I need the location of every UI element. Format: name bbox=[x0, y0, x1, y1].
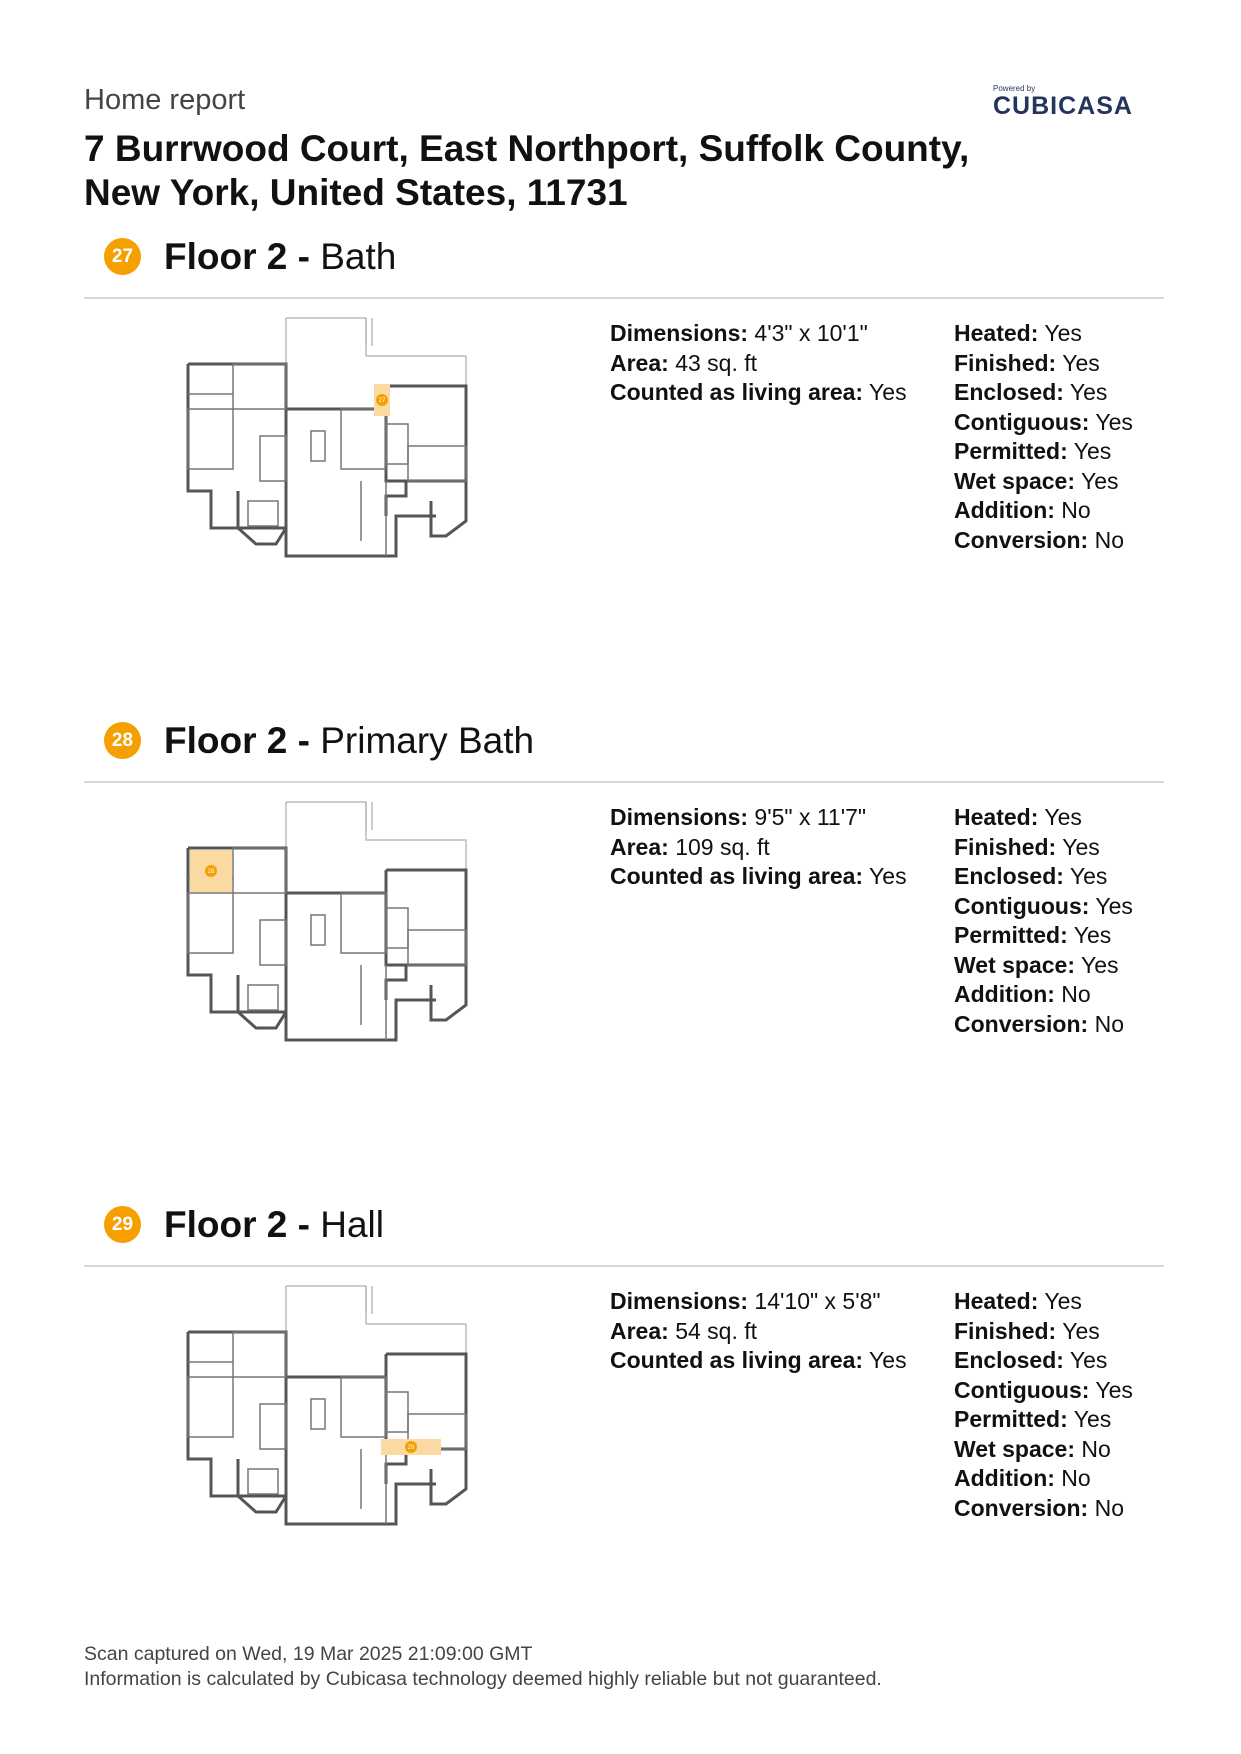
attribute-value: Yes bbox=[1062, 833, 1100, 860]
cubicasa-logo bbox=[993, 84, 1138, 118]
attribute-row bbox=[954, 1010, 1133, 1040]
detail-value: Yes bbox=[869, 863, 907, 889]
room-title bbox=[164, 720, 534, 762]
attribute-row bbox=[954, 921, 1133, 951]
room-title-separator: - bbox=[297, 1204, 310, 1245]
attribute-row bbox=[954, 408, 1133, 438]
room-details bbox=[610, 1287, 907, 1376]
attribute-label: Finished: bbox=[954, 1317, 1057, 1344]
attribute-value: No bbox=[1061, 1465, 1091, 1491]
attribute-value: Yes bbox=[1095, 892, 1133, 919]
attribute-value: No bbox=[1094, 1010, 1124, 1037]
room-details bbox=[610, 319, 907, 408]
floor-plan-thumbnail bbox=[176, 1284, 506, 1574]
room-name: Bath bbox=[320, 236, 397, 277]
floor-plan-thumbnail bbox=[176, 800, 506, 1090]
attribute-value: Yes bbox=[1062, 349, 1100, 376]
attribute-value: Yes bbox=[1081, 951, 1119, 978]
report-footer bbox=[84, 1642, 882, 1692]
detail-label: Counted as living area: bbox=[610, 863, 864, 889]
room-number-badge: 27 bbox=[104, 238, 141, 275]
detail-label: Counted as living area: bbox=[610, 379, 864, 405]
attribute-label: Enclosed: bbox=[954, 1347, 1064, 1373]
attribute-value: Yes bbox=[1069, 1347, 1108, 1373]
attribute-label: Addition: bbox=[954, 981, 1055, 1007]
room-section bbox=[84, 216, 1164, 686]
attribute-value: Yes bbox=[1044, 320, 1082, 346]
attribute-value: No bbox=[1061, 981, 1091, 1007]
attribute-label: Finished: bbox=[954, 833, 1057, 860]
detail-row bbox=[610, 378, 907, 408]
attribute-label: Heated: bbox=[954, 320, 1039, 346]
attribute-label: Heated: bbox=[954, 1288, 1039, 1314]
room-section bbox=[84, 1184, 1164, 1654]
attribute-value: Yes bbox=[1073, 922, 1112, 948]
scan-timestamp: Scan captured on Wed, 19 Mar 2025 21:09:00 GMT bbox=[84, 1643, 533, 1665]
room-section bbox=[84, 700, 1164, 1170]
attribute-row bbox=[954, 526, 1133, 556]
attribute-value: No bbox=[1081, 1435, 1111, 1462]
attribute-row bbox=[954, 1464, 1133, 1494]
floor-plan-drawing bbox=[176, 1284, 506, 1574]
attribute-row bbox=[954, 833, 1133, 863]
detail-row bbox=[610, 1346, 907, 1376]
attribute-row bbox=[954, 1287, 1133, 1317]
attribute-row bbox=[954, 1317, 1133, 1347]
detail-row bbox=[610, 803, 907, 833]
attribute-row bbox=[954, 496, 1133, 526]
attribute-value: Yes bbox=[1069, 379, 1108, 405]
attribute-row bbox=[954, 951, 1133, 981]
attribute-value: No bbox=[1094, 526, 1124, 553]
room-title bbox=[164, 1204, 384, 1246]
report-label: Home report bbox=[84, 84, 246, 116]
attribute-value: Yes bbox=[1081, 467, 1119, 494]
room-details bbox=[610, 803, 907, 892]
room-title bbox=[164, 236, 396, 278]
plan-room-number: 29 bbox=[407, 1445, 415, 1451]
room-attributes bbox=[954, 1287, 1133, 1523]
attribute-value: Yes bbox=[1073, 438, 1112, 464]
detail-row bbox=[610, 862, 907, 892]
attribute-value: No bbox=[1094, 1494, 1124, 1521]
attribute-label: Contiguous: bbox=[954, 1376, 1090, 1403]
plan-room-number: 27 bbox=[378, 398, 386, 404]
attribute-row bbox=[954, 803, 1133, 833]
detail-label: Counted as living area: bbox=[610, 1347, 864, 1373]
attribute-label: Addition: bbox=[954, 1465, 1055, 1491]
plan-room-number: 28 bbox=[207, 869, 215, 875]
logo-brand-text: CUBICASA bbox=[993, 92, 1133, 120]
disclaimer: Information is calculated by Cubicasa technology deemed highly reliable but not guaranteed. bbox=[84, 1668, 882, 1690]
attribute-row bbox=[954, 1494, 1133, 1524]
room-number-badge: 28 bbox=[104, 722, 141, 759]
attribute-value: Yes bbox=[1044, 804, 1082, 830]
attribute-value: Yes bbox=[1073, 1406, 1112, 1432]
attribute-row bbox=[954, 437, 1133, 467]
attribute-label: Conversion: bbox=[954, 526, 1089, 553]
attribute-label: Finished: bbox=[954, 349, 1057, 376]
room-attributes bbox=[954, 803, 1133, 1039]
room-number-badge: 29 bbox=[104, 1206, 141, 1243]
section-divider bbox=[84, 1265, 1164, 1267]
attribute-value: Yes bbox=[1062, 1317, 1100, 1344]
attribute-label: Contiguous: bbox=[954, 892, 1090, 919]
detail-value: Yes bbox=[869, 1347, 907, 1373]
detail-value: 9'5" x 11'7" bbox=[754, 804, 867, 830]
detail-row bbox=[610, 349, 907, 379]
attribute-value: Yes bbox=[1095, 408, 1133, 435]
attribute-label: Wet space: bbox=[954, 951, 1076, 978]
attribute-value: Yes bbox=[1069, 863, 1108, 889]
attribute-label: Addition: bbox=[954, 497, 1055, 523]
property-address: 7 Burrwood Court, East Northport, Suffolk County, New York, United States, 11731 bbox=[84, 128, 970, 213]
attribute-label: Permitted: bbox=[954, 922, 1068, 948]
attribute-row bbox=[954, 892, 1133, 922]
attribute-row bbox=[954, 1376, 1133, 1406]
detail-value: Yes bbox=[869, 379, 907, 405]
room-floor: Floor 2 bbox=[164, 1204, 288, 1245]
detail-value: 43 sq. ft bbox=[675, 349, 758, 376]
section-divider bbox=[84, 781, 1164, 783]
attribute-value: Yes bbox=[1095, 1376, 1133, 1403]
detail-row bbox=[610, 1287, 907, 1317]
detail-row bbox=[610, 833, 907, 863]
room-floor: Floor 2 bbox=[164, 236, 288, 277]
attribute-row bbox=[954, 349, 1133, 379]
detail-row bbox=[610, 319, 907, 349]
room-name: Hall bbox=[320, 1204, 384, 1245]
attribute-label: Contiguous: bbox=[954, 408, 1090, 435]
attribute-label: Enclosed: bbox=[954, 863, 1064, 889]
detail-label: Area: bbox=[610, 349, 669, 376]
attribute-row bbox=[954, 980, 1133, 1010]
attribute-row bbox=[954, 467, 1133, 497]
floor-plan-thumbnail bbox=[176, 316, 506, 606]
attribute-row bbox=[954, 319, 1133, 349]
attribute-value: No bbox=[1061, 497, 1091, 523]
attribute-row bbox=[954, 862, 1133, 892]
attribute-label: Wet space: bbox=[954, 467, 1076, 494]
detail-label: Area: bbox=[610, 833, 669, 860]
room-floor: Floor 2 bbox=[164, 720, 288, 761]
attribute-row bbox=[954, 378, 1133, 408]
attribute-label: Permitted: bbox=[954, 1406, 1068, 1432]
attribute-label: Permitted: bbox=[954, 438, 1068, 464]
detail-value: 109 sq. ft bbox=[675, 833, 770, 860]
attribute-label: Wet space: bbox=[954, 1435, 1076, 1462]
room-name: Primary Bath bbox=[320, 720, 535, 761]
attribute-label: Heated: bbox=[954, 804, 1039, 830]
attribute-label: Conversion: bbox=[954, 1494, 1089, 1521]
attribute-row bbox=[954, 1435, 1133, 1465]
room-title-separator: - bbox=[297, 720, 310, 761]
detail-label: Dimensions: bbox=[610, 804, 749, 830]
attribute-value: Yes bbox=[1044, 1288, 1082, 1314]
attribute-row bbox=[954, 1346, 1133, 1376]
detail-row bbox=[610, 1317, 907, 1347]
attribute-row bbox=[954, 1405, 1133, 1435]
attribute-label: Enclosed: bbox=[954, 379, 1064, 405]
floor-plan-drawing bbox=[176, 316, 506, 606]
section-divider bbox=[84, 297, 1164, 299]
attribute-label: Conversion: bbox=[954, 1010, 1089, 1037]
detail-label: Dimensions: bbox=[610, 320, 749, 346]
detail-label: Dimensions: bbox=[610, 1288, 749, 1314]
room-title-separator: - bbox=[297, 236, 310, 277]
floor-plan-drawing bbox=[176, 800, 506, 1090]
logo-powered-text: Powered by bbox=[993, 84, 1036, 93]
detail-value: 54 sq. ft bbox=[675, 1317, 758, 1344]
detail-value: 4'3" x 10'1" bbox=[754, 320, 868, 346]
room-attributes bbox=[954, 319, 1133, 555]
detail-label: Area: bbox=[610, 1317, 669, 1344]
detail-value: 14'10" x 5'8" bbox=[754, 1288, 881, 1314]
